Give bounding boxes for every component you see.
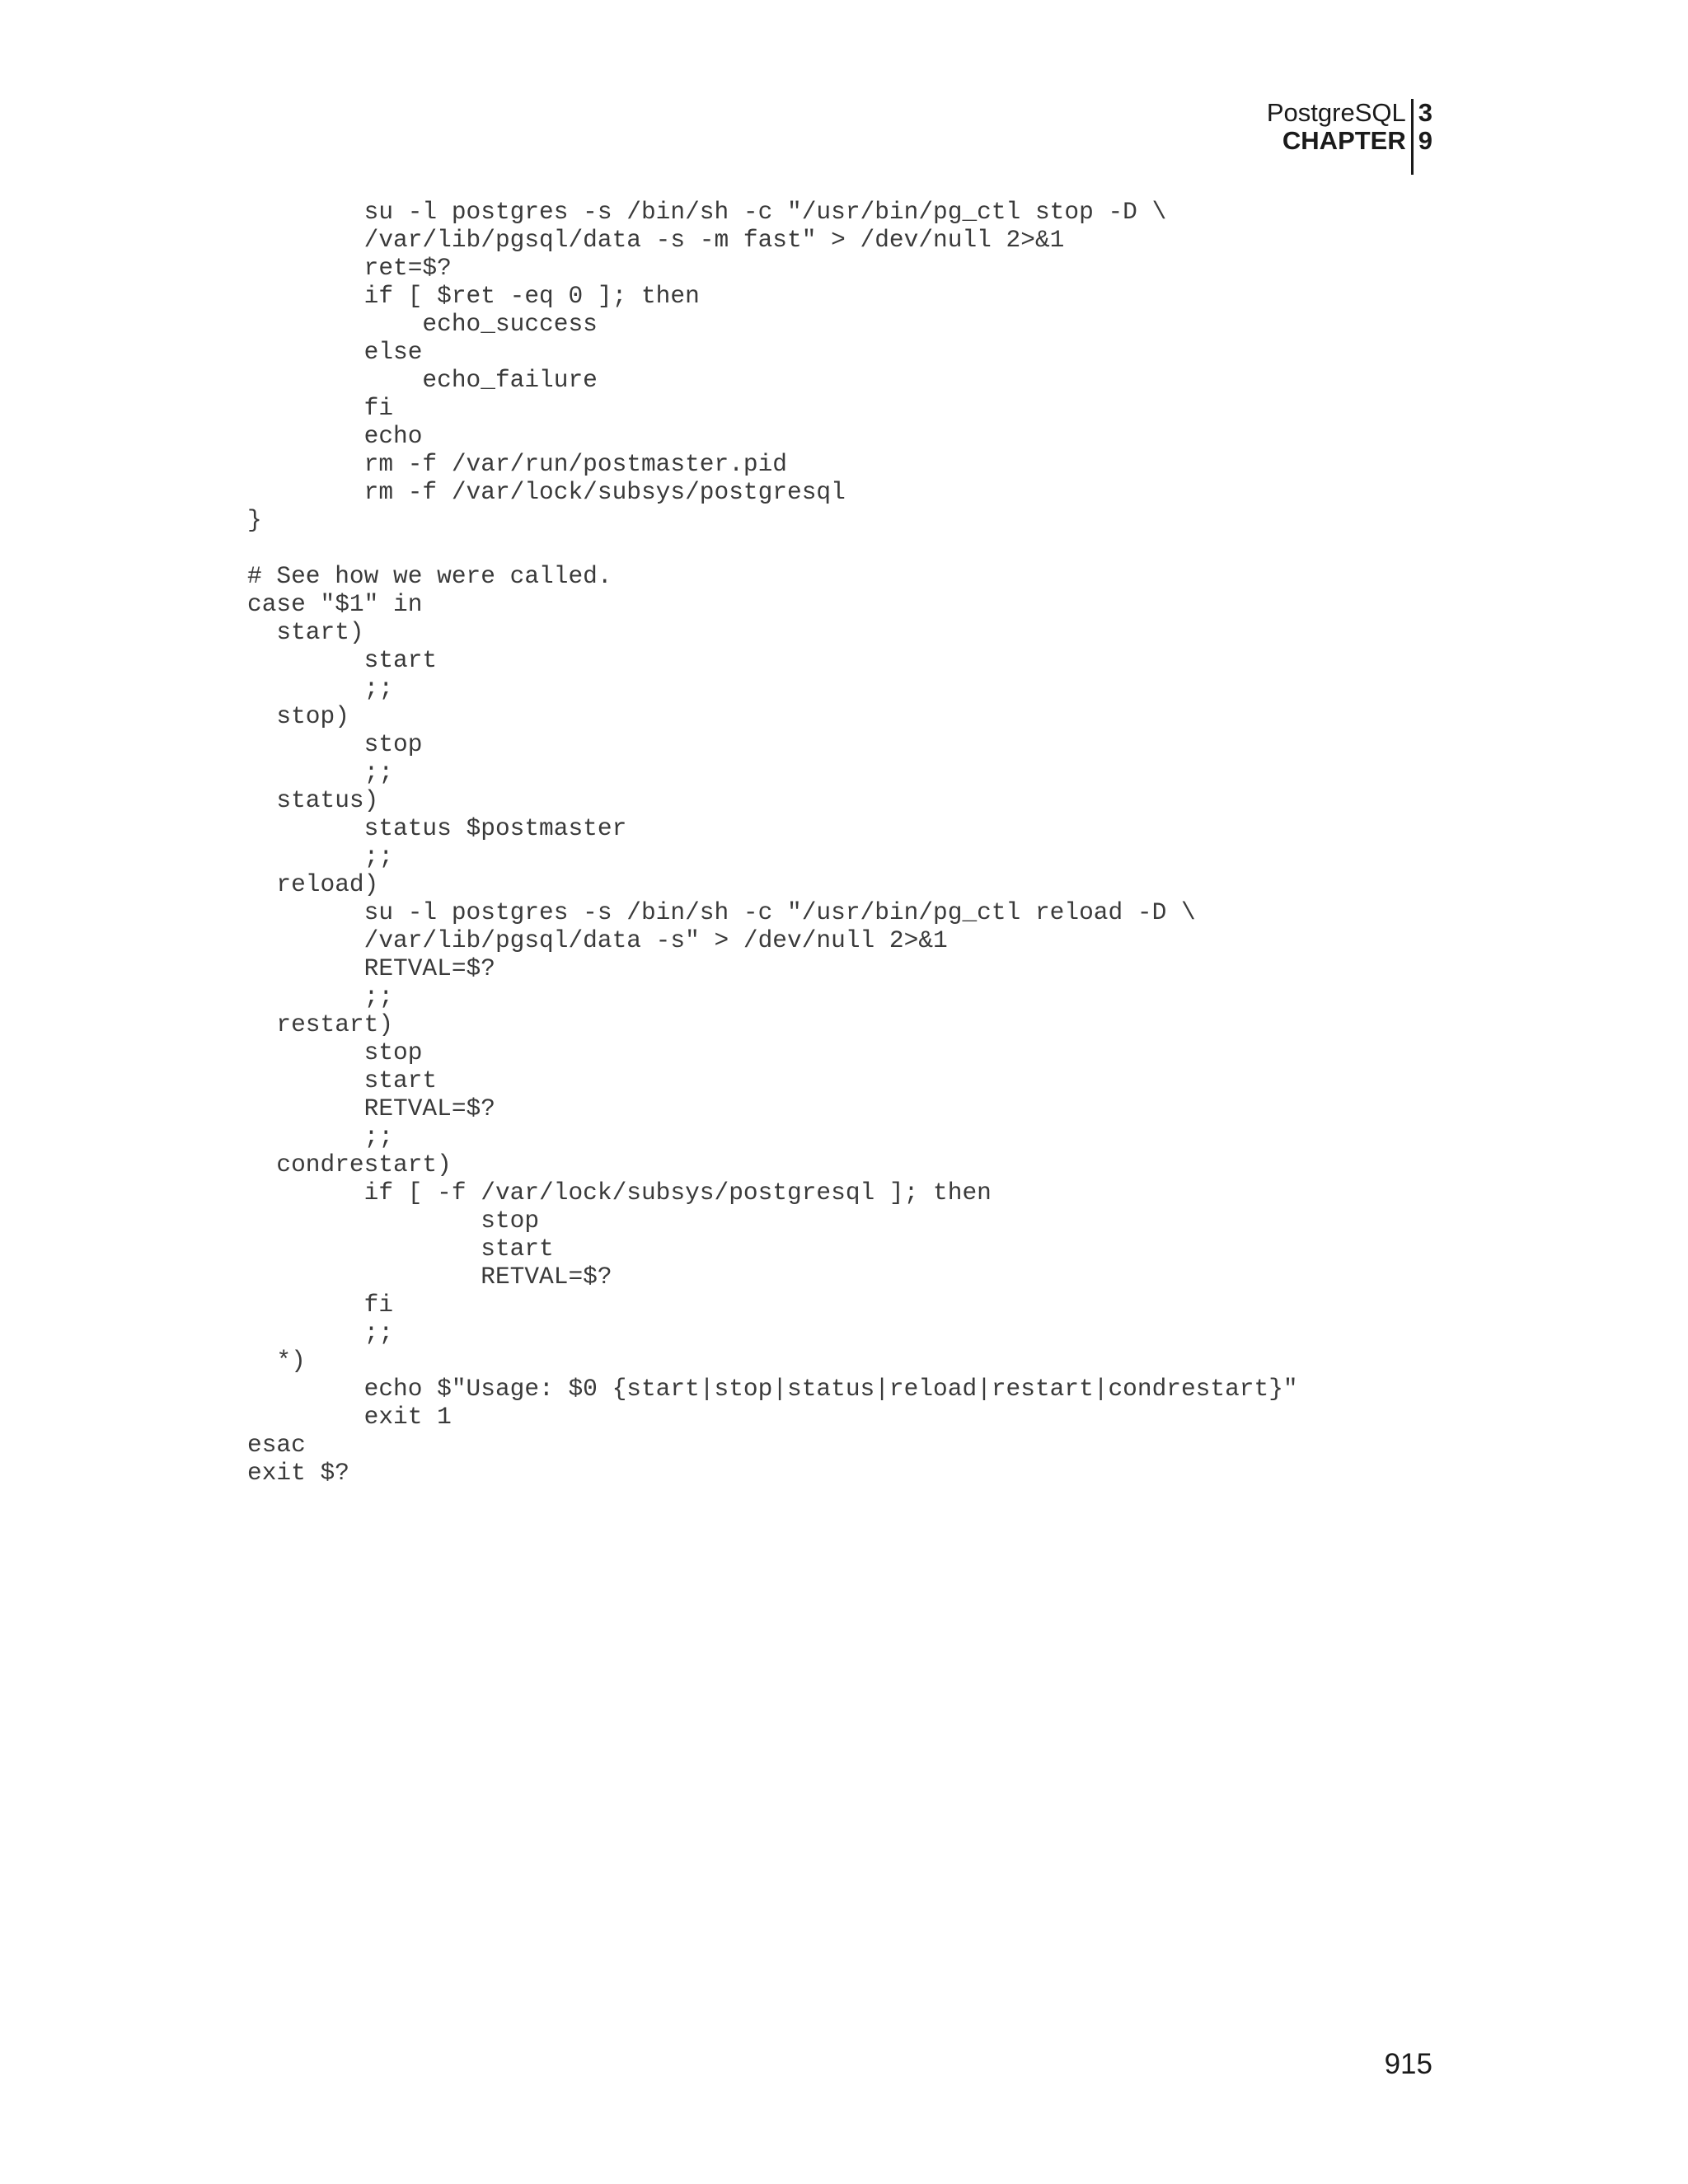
code-line: ;;: [247, 674, 394, 702]
code-line: restart): [247, 1010, 394, 1038]
code-line: exit $?: [247, 1459, 349, 1487]
code-line: status $postmaster: [247, 814, 627, 842]
code-line: ;;: [247, 982, 394, 1010]
code-line: if [ $ret -eq 0 ]; then: [247, 282, 700, 310]
chapter-label: CHAPTER: [1282, 126, 1406, 155]
code-line: exit 1: [247, 1403, 452, 1431]
chapter-digit-1: 3: [1418, 98, 1432, 127]
page-number: 915: [1384, 2048, 1432, 2080]
code-line: start): [247, 618, 364, 646]
code-line: su -l postgres -s /bin/sh -c "/usr/bin/pg_ctl stop -D \: [247, 198, 1167, 226]
code-line: ;;: [247, 1122, 394, 1151]
code-line: RETVAL=$?: [247, 954, 495, 982]
code-line: echo: [247, 422, 423, 450]
code-line: ;;: [247, 842, 394, 870]
code-line: RETVAL=$?: [247, 1263, 612, 1291]
code-line: else: [247, 338, 423, 366]
code-line: RETVAL=$?: [247, 1094, 495, 1122]
code-listing: [247, 198, 1298, 1487]
chapter-digit-2: 9: [1418, 126, 1432, 155]
code-line: echo $"Usage: $0 {start|stop|status|reload|restart|condrestart}": [247, 1375, 1298, 1403]
code-line: status): [247, 786, 379, 814]
code-line: fi: [247, 394, 394, 422]
code-line: /var/lib/pgsql/data -s -m fast" > /dev/null 2>&1: [247, 226, 1065, 254]
code-line: start: [247, 1066, 438, 1094]
section-title: PostgreSQL: [1266, 98, 1406, 127]
code-line: ;;: [247, 758, 394, 786]
code-line: echo_failure: [247, 366, 598, 394]
header-labels: [1267, 99, 1411, 175]
code-line: case "$1" in: [247, 590, 423, 618]
code-line: su -l postgres -s /bin/sh -c "/usr/bin/pg_ctl reload -D \: [247, 898, 1196, 926]
code-line: stop: [247, 730, 423, 758]
code-line: condrestart): [247, 1151, 452, 1179]
code-line: *): [247, 1347, 306, 1375]
code-line: ;;: [247, 1319, 394, 1347]
code-line: reload): [247, 870, 379, 898]
code-line: echo_success: [247, 310, 598, 338]
code-line: start: [247, 1235, 554, 1263]
code-line: stop: [247, 1207, 540, 1235]
code-line: [247, 534, 1298, 562]
code-line: /var/lib/pgsql/data -s" > /dev/null 2>&1: [247, 926, 948, 954]
code-line: esac: [247, 1431, 306, 1459]
chapter-number: [1414, 99, 1432, 175]
code-line: start: [247, 646, 438, 674]
running-header: [1267, 99, 1432, 175]
code-line: fi: [247, 1291, 394, 1319]
code-line: # See how we were called.: [247, 562, 612, 590]
code-line: stop: [247, 1038, 423, 1066]
code-line: rm -f /var/run/postmaster.pid: [247, 450, 788, 478]
code-line: ret=$?: [247, 254, 452, 282]
code-line: if [ -f /var/lock/subsys/postgresql ]; then: [247, 1179, 992, 1207]
code-line: rm -f /var/lock/subsys/postgresql: [247, 478, 846, 506]
code-line: stop): [247, 702, 349, 730]
code-line: }: [247, 506, 262, 534]
